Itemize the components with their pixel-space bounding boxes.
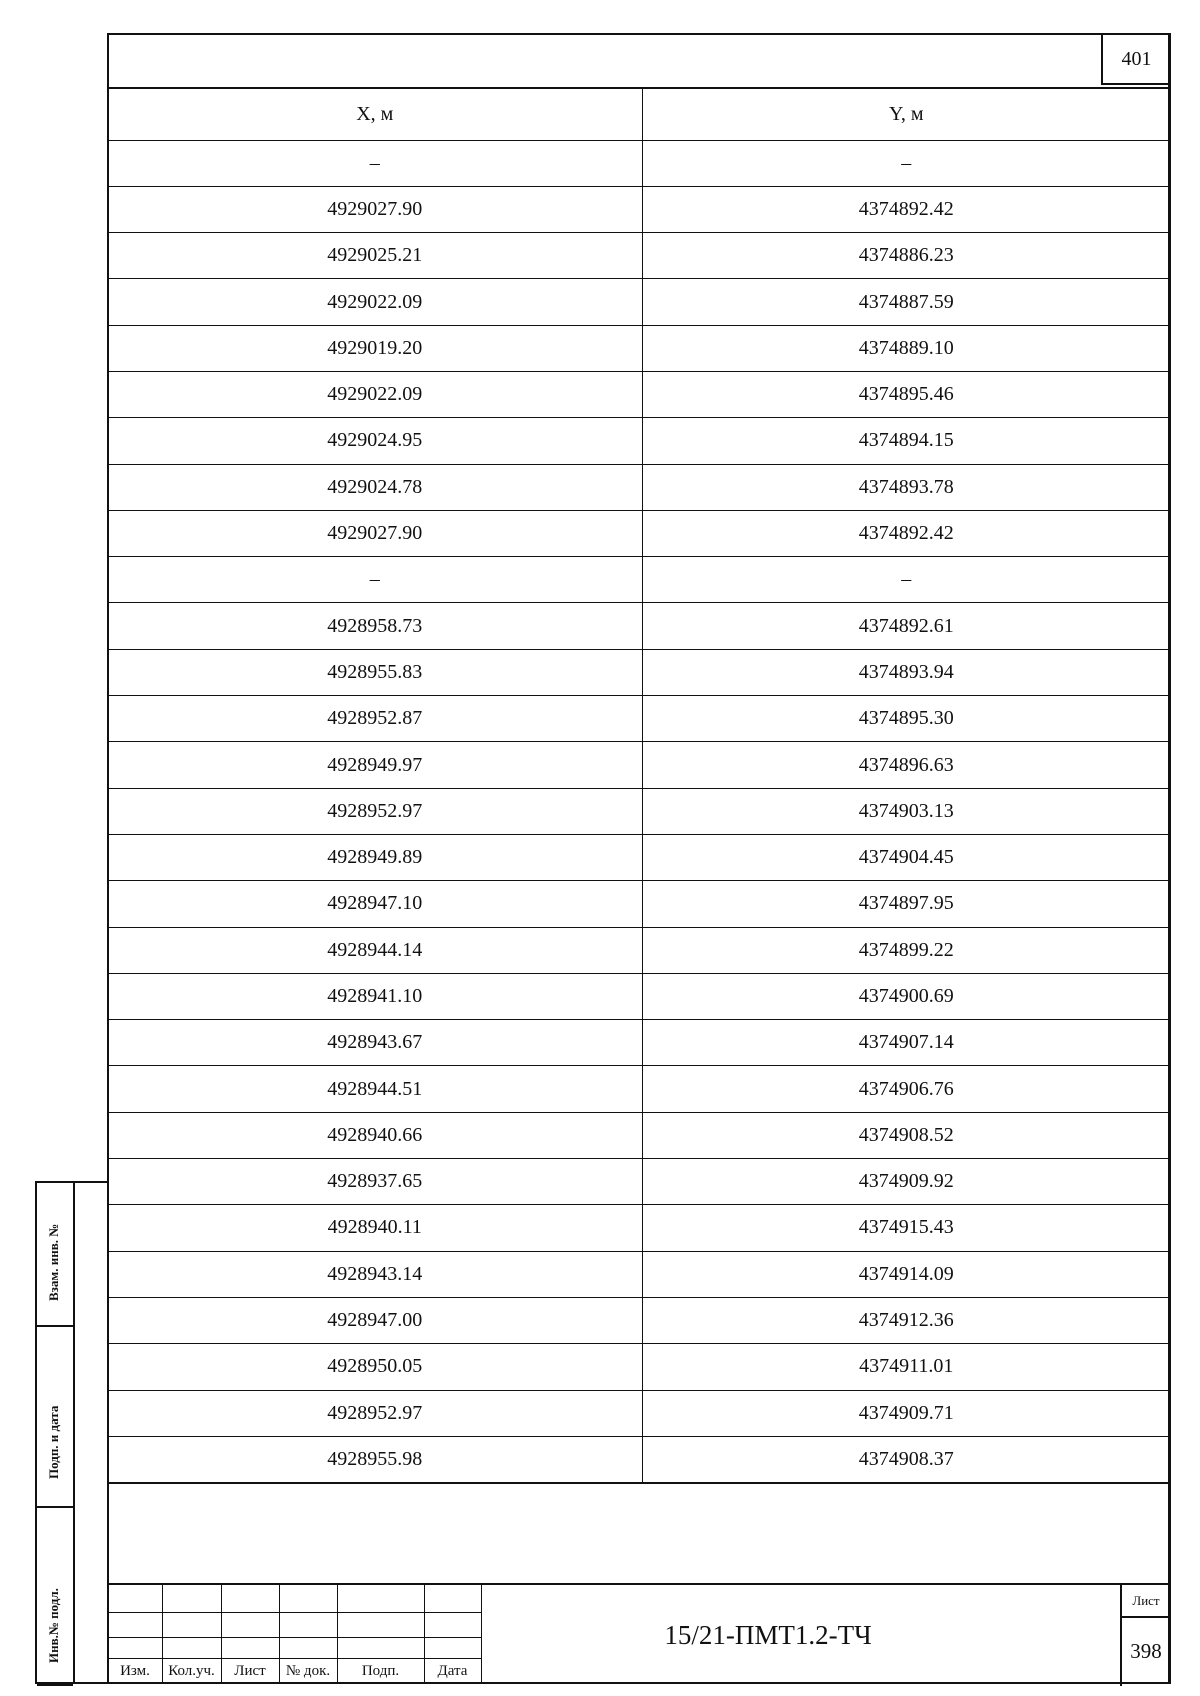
sheet-cell xyxy=(1120,1585,1170,1686)
cell-y: 4374912.36 xyxy=(642,1297,1170,1343)
cell-x: 4929024.95 xyxy=(108,418,642,464)
table-row xyxy=(108,1066,1170,1112)
document-code: 15/21-ПМТ1.2-ТЧ xyxy=(664,1620,872,1650)
cell-y: 4374894.15 xyxy=(642,418,1170,464)
table-row xyxy=(108,140,1170,186)
table-row xyxy=(108,1390,1170,1436)
side-cell-original-inv xyxy=(37,1508,73,1686)
cell-y: – xyxy=(642,140,1170,186)
cell-y: 4374904.45 xyxy=(642,834,1170,880)
cell-x: 4928937.65 xyxy=(108,1159,642,1205)
side-stamp-divider xyxy=(73,1183,75,1682)
col-label-signature: Подп. xyxy=(361,1663,400,1679)
cell-x: 4928955.98 xyxy=(108,1436,642,1482)
cell-y: 4374893.78 xyxy=(642,464,1170,510)
cell-x: 4928952.87 xyxy=(108,696,642,742)
cell-y: 4374907.14 xyxy=(642,1020,1170,1066)
top-page-number: 401 xyxy=(1101,35,1170,85)
sheet-number: 398 xyxy=(1130,1638,1162,1663)
title-block-row-line xyxy=(108,1612,481,1613)
table-row xyxy=(108,1344,1170,1390)
title-block-row-line xyxy=(108,1637,481,1638)
cell-x: 4929027.90 xyxy=(108,186,642,232)
cell-x: – xyxy=(108,140,642,186)
cell-x: 4929022.09 xyxy=(108,279,642,325)
cell-x: 4929025.21 xyxy=(108,233,642,279)
cell-y: 4374889.10 xyxy=(642,325,1170,371)
column-header-x: X, м xyxy=(108,88,642,140)
cell-x: 4928943.67 xyxy=(108,1020,642,1066)
cell-y: 4374899.22 xyxy=(642,927,1170,973)
cell-x: 4928958.73 xyxy=(108,603,642,649)
table-row xyxy=(108,325,1170,371)
table-body xyxy=(108,140,1170,1483)
table-row xyxy=(108,1297,1170,1343)
cell-y: 4374887.59 xyxy=(642,279,1170,325)
sheet-label: Лист xyxy=(1122,1585,1170,1618)
title-block-row-line xyxy=(108,1658,481,1659)
table-row xyxy=(108,881,1170,927)
cell-x: 4929024.78 xyxy=(108,464,642,510)
cell-y: 4374906.76 xyxy=(642,1066,1170,1112)
cell-x: 4928943.14 xyxy=(108,1251,642,1297)
cell-y: 4374892.61 xyxy=(642,603,1170,649)
cell-x: 4928947.10 xyxy=(108,881,642,927)
table-row xyxy=(108,1020,1170,1066)
cell-x: 4928952.97 xyxy=(108,1390,642,1436)
table-row xyxy=(108,1205,1170,1251)
cell-y: 4374892.42 xyxy=(642,186,1170,232)
cell-y: – xyxy=(642,557,1170,603)
side-stamp xyxy=(35,1181,107,1684)
column-header-y: Y, м xyxy=(642,88,1170,140)
table-row xyxy=(108,742,1170,788)
cell-x: 4928941.10 xyxy=(108,973,642,1019)
cell-x: 4929022.09 xyxy=(108,371,642,417)
cell-x: 4928949.89 xyxy=(108,834,642,880)
cell-x: 4928944.51 xyxy=(108,1066,642,1112)
cell-y: 4374914.09 xyxy=(642,1251,1170,1297)
table-row xyxy=(108,557,1170,603)
cell-x: – xyxy=(108,557,642,603)
col-label-change: Изм. xyxy=(120,1663,150,1679)
cell-x: 4928940.66 xyxy=(108,1112,642,1158)
col-label-date: Дата xyxy=(437,1663,468,1679)
table-row xyxy=(108,371,1170,417)
cell-y: 4374909.92 xyxy=(642,1159,1170,1205)
table-row xyxy=(108,1159,1170,1205)
cell-y: 4374908.37 xyxy=(642,1436,1170,1482)
cell-y: 4374908.52 xyxy=(642,1112,1170,1158)
col-label-sheet: Лист xyxy=(234,1663,266,1679)
table-row xyxy=(108,927,1170,973)
cell-y: 4374915.43 xyxy=(642,1205,1170,1251)
col-label-count: Кол.уч. xyxy=(168,1663,215,1679)
title-block xyxy=(108,1583,1170,1684)
table-row xyxy=(108,1436,1170,1482)
cell-y: 4374895.30 xyxy=(642,696,1170,742)
cell-x: 4928947.00 xyxy=(108,1297,642,1343)
cell-y: 4374893.94 xyxy=(642,649,1170,695)
cell-y: 4374900.69 xyxy=(642,973,1170,1019)
side-label-sign-date: Подп. и дата xyxy=(46,1405,61,1479)
table-row xyxy=(108,834,1170,880)
cell-y: 4374886.23 xyxy=(642,233,1170,279)
table-row xyxy=(108,649,1170,695)
table-row xyxy=(108,279,1170,325)
cell-x: 4928950.05 xyxy=(108,1344,642,1390)
table-header-row xyxy=(108,88,1170,140)
table-row xyxy=(108,1251,1170,1297)
table-row xyxy=(108,696,1170,742)
table-row xyxy=(108,603,1170,649)
side-label-replacement-inv: Взам. инв. № xyxy=(46,1223,61,1301)
table-row xyxy=(108,186,1170,232)
table-row xyxy=(108,973,1170,1019)
cell-x: 4929027.90 xyxy=(108,510,642,556)
cell-x: 4928949.97 xyxy=(108,742,642,788)
cell-y: 4374896.63 xyxy=(642,742,1170,788)
table-row xyxy=(108,418,1170,464)
cell-y: 4374909.71 xyxy=(642,1390,1170,1436)
cell-x: 4928944.14 xyxy=(108,927,642,973)
cell-y: 4374895.46 xyxy=(642,371,1170,417)
side-cell-sign-date xyxy=(37,1327,73,1508)
cell-x: 4928940.11 xyxy=(108,1205,642,1251)
cell-y: 4374903.13 xyxy=(642,788,1170,834)
col-label-doc-number: № док. xyxy=(285,1663,331,1679)
side-label-original-inv: Инв.№ подл. xyxy=(46,1588,61,1663)
cell-y: 4374897.95 xyxy=(642,881,1170,927)
table-row xyxy=(108,464,1170,510)
table-row xyxy=(108,1112,1170,1158)
cell-x: 4929019.20 xyxy=(108,325,642,371)
cell-y: 4374911.01 xyxy=(642,1344,1170,1390)
coordinates-table xyxy=(108,87,1170,1484)
cell-x: 4928952.97 xyxy=(108,788,642,834)
table-row xyxy=(108,510,1170,556)
side-cell-replacement xyxy=(37,1183,73,1327)
table-row xyxy=(108,788,1170,834)
cell-x: 4928955.83 xyxy=(108,649,642,695)
table-row xyxy=(108,233,1170,279)
cell-y: 4374892.42 xyxy=(642,510,1170,556)
